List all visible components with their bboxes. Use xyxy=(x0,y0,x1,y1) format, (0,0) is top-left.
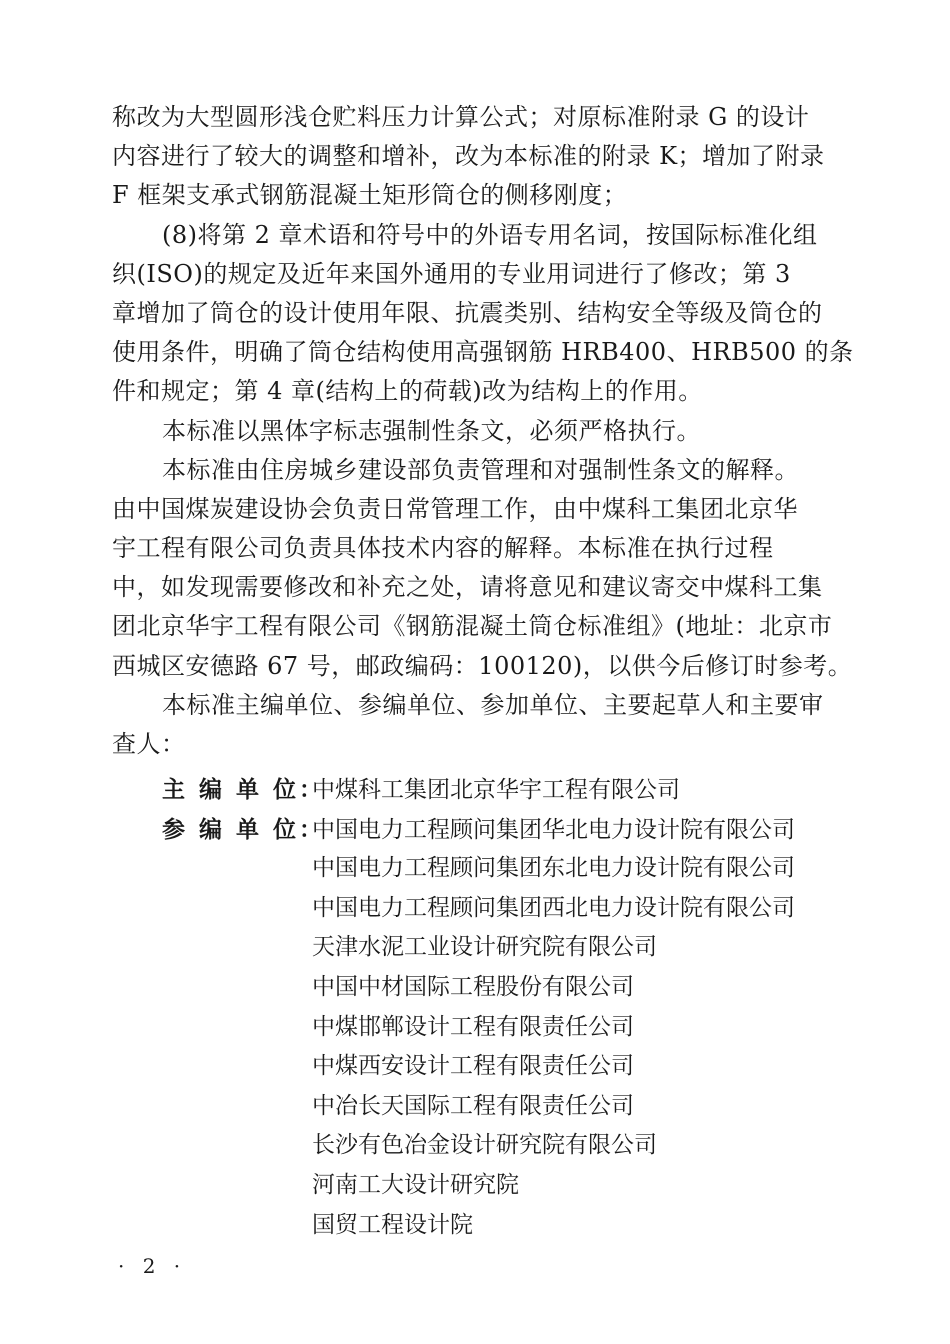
organization-list xyxy=(162,770,862,1245)
text-line: 织(ISO)的规定及近年来国外通用的专业用词进行了修改；第 3 xyxy=(112,259,791,288)
text-line: 称改为大型圆形浅仓贮料压力计算公式；对原标准附录 G 的设计 xyxy=(112,103,810,131)
participant-name: 中国电力工程顾问集团华北电力设计院有限公司 xyxy=(312,816,795,843)
text-line: 本标准主编单位、参编单位、参加单位、主要起草人和主要审 xyxy=(162,690,824,719)
participant-row xyxy=(162,1008,862,1048)
text-line: 章增加了筒仓的设计使用年限、抗震类别、结构安全等级及筒仓的 xyxy=(112,298,823,327)
text-line: 本标准由住房城乡建设部负责管理和对强制性条文的解释。 xyxy=(162,455,799,484)
text-line: 本标准以黑体字标志强制性条文，必须严格执行。 xyxy=(162,416,701,445)
participant-name: 中国电力工程顾问集团东北电力设计院有限公司 xyxy=(312,855,795,882)
participant-name: 中煤邯郸设计工程有限责任公司 xyxy=(312,1013,634,1040)
text-line: 内容进行了较大的调整和增补，改为本标准的附录 K；增加了附录 xyxy=(112,142,825,171)
text-line: 宇工程有限公司负责具体技术内容的解释。本标准在执行过程 xyxy=(112,534,774,563)
participant-row xyxy=(162,928,862,968)
participant-name: 中煤西安设计工程有限责任公司 xyxy=(312,1053,634,1080)
text-line: (8)将第 2 章术语和符号中的外语专用名词，按国际标准化组 xyxy=(162,220,818,249)
chief-editor-name: 中煤科工集团北京华宇工程有限公司 xyxy=(312,777,680,803)
text-line: 西城区安德路 67 号，邮政编码：100120)，以供今后修订时参考。 xyxy=(112,651,853,680)
participant-name: 河南工大设计研究院 xyxy=(312,1171,519,1198)
participant-row xyxy=(162,1126,862,1166)
text-line: 由中国煤炭建设协会负责日常管理工作，由中煤科工集团北京华 xyxy=(112,494,798,523)
text-line: 查人： xyxy=(112,730,186,758)
text-line: 团北京华宇工程有限公司《钢筋混凝土筒仓标准组》(地址：北京市 xyxy=(112,612,833,641)
text-line: 中，如发现需要修改和补充之处，请将意见和建议寄交中煤科工集 xyxy=(112,573,823,602)
participants-label: 参 编 单 位： xyxy=(162,815,326,843)
participant-row xyxy=(162,1166,862,1206)
participant-row xyxy=(162,889,862,929)
body-text xyxy=(112,98,854,764)
participant-name: 中国电力工程顾问集团西北电力设计院有限公司 xyxy=(312,894,795,921)
participant-name: 长沙有色冶金设计研究院有限公司 xyxy=(312,1132,657,1159)
chief-editor-label: 主 编 单 位： xyxy=(162,776,326,803)
participant-name: 天津水泥工业设计研究院有限公司 xyxy=(312,934,657,961)
participant-name: 中冶长天国际工程有限责任公司 xyxy=(312,1092,634,1119)
chief-editor-row xyxy=(162,770,862,810)
participant-row xyxy=(162,968,862,1008)
participant-name: 国贸工程设计院 xyxy=(312,1211,473,1238)
text-line: 件和规定；第 4 章(结构上的荷载)改为结构上的作用。 xyxy=(112,377,703,406)
participant-row xyxy=(162,1087,862,1127)
participant-row xyxy=(162,849,862,889)
participant-row xyxy=(162,1047,862,1087)
text-line: 使用条件，明确了筒仓结构使用高强钢筋 HRB400、HRB500 的条 xyxy=(112,338,854,367)
text-line: F 框架支承式钢筋混凝土矩形筒仓的侧移刚度； xyxy=(112,181,628,210)
participant-name: 中国中材国际工程股份有限公司 xyxy=(312,973,634,1000)
participant-row xyxy=(162,810,862,850)
page-number: · 2 · xyxy=(118,1254,187,1278)
participant-row xyxy=(162,1206,862,1246)
